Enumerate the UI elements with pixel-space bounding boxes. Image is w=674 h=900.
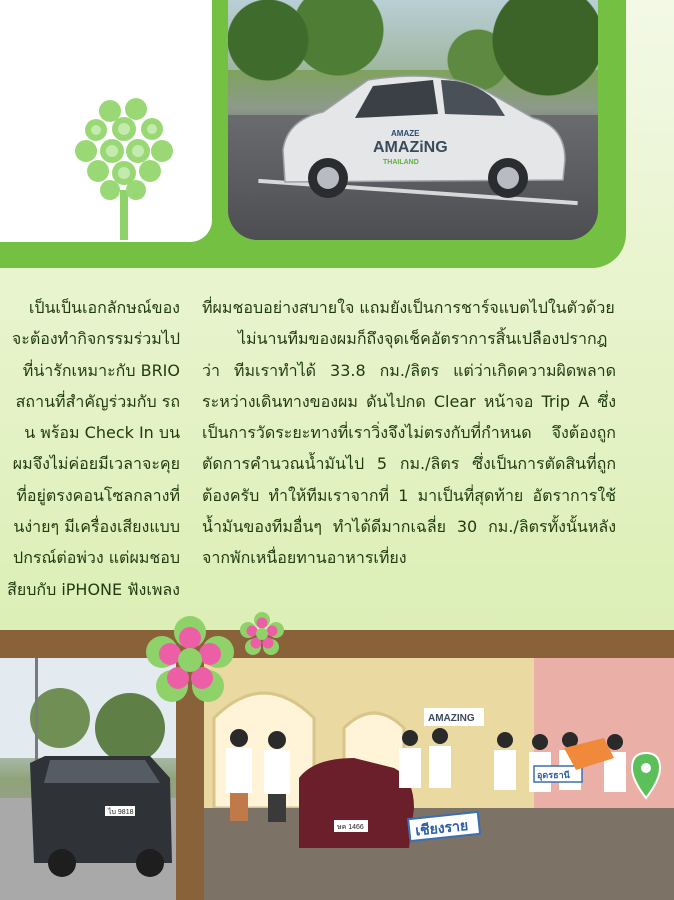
left-line: น พร้อม Check In บน xyxy=(24,423,180,443)
left-line: สถานที่สำคัญร่วมกับ รถ xyxy=(15,391,180,411)
car-title-text: AMAZiNG xyxy=(373,139,448,156)
tree-icon xyxy=(74,95,174,245)
paragraph-2: ไม่นานทีมของผมก็ถึงจุดเช็คอัตราการสิ้นเปลืองปรากฎว่า ทีมเราทำได้ 33.8 กม./ลิตร แต่ว่าเกิดความผิดพลาดระหว่างเดินทางของผม ดันไปกด Clear หน้าจอ Trip A ซึ่งเป็นการวัดระยะทางที่เราวิ่งจึงไม่ตรงกับที่กำหนด จึงต้องถูกตัดการคำนวณน้ำมันไป 5 กม./ลิตร ซึ่งเป็นการตัดสินที่ถูกต้องครับ ทำให้ทีมเราจากที่ 1 มาเป็นที่สุดท้าย อัตราการใช้น้ำมันของทีมอื่นๆ ทำได้ดีมากเฉลี่ย 30 กม./ลิตรทั้งนั้นหลังจากพักเหนื่อยทานอาหารเที่ยง xyxy=(202,329,616,568)
left-line: จะต้องทำกิจกรรมร่วมไป xyxy=(11,329,180,349)
right-column-text xyxy=(202,292,616,574)
flower-icon xyxy=(240,612,284,656)
silver-car-illustration xyxy=(273,70,568,200)
left-line: ที่อยู่ตรงคอนโซลกลางที่ xyxy=(16,485,180,505)
left-line: เป็นเป็นเอกลักษณ์ของ xyxy=(28,298,180,317)
left-line: ปกรณ์ต่อพ่วง แต่ผมชอบ xyxy=(13,548,180,568)
left-line: ที่น่ารักเหมาะกับ BRIO xyxy=(22,360,180,380)
sign-city2-text: อุดรธานี xyxy=(537,771,570,781)
group-scene xyxy=(204,658,674,900)
flower-icon xyxy=(146,616,234,704)
plate-text-bl: ไบ 9818 xyxy=(108,809,134,816)
sign-top-text: AMAZING xyxy=(428,713,475,724)
car-brand-text: AMAZE xyxy=(391,129,420,138)
large-flower-decoration xyxy=(146,616,234,708)
brown-divider-bar xyxy=(0,630,674,658)
paragraph-1: ที่ผมชอบอย่างสบายใจ แถมยังเป็นการชาร์จแบตไปในตัวด้วย xyxy=(202,298,615,317)
tree-illustration xyxy=(74,95,174,245)
left-line: สียบกับ iPHONE ฟังเพลง xyxy=(7,579,180,599)
sign-city1-text: เชียงราย xyxy=(414,818,469,840)
left-line: ผมจึงไม่ค่อยมีเวลาจะคุย xyxy=(12,454,180,474)
car-photo-top xyxy=(228,0,598,240)
group-photo-bottom-right xyxy=(204,658,674,900)
plate-text-br: ษค 1466 xyxy=(337,824,364,831)
car-subtitle-text: THAILAND xyxy=(383,159,419,166)
small-flower-decoration xyxy=(240,612,284,660)
left-line: นง่ายๆ มีเครื่องเสียงแบบ xyxy=(13,517,180,537)
left-column-text xyxy=(0,292,180,605)
